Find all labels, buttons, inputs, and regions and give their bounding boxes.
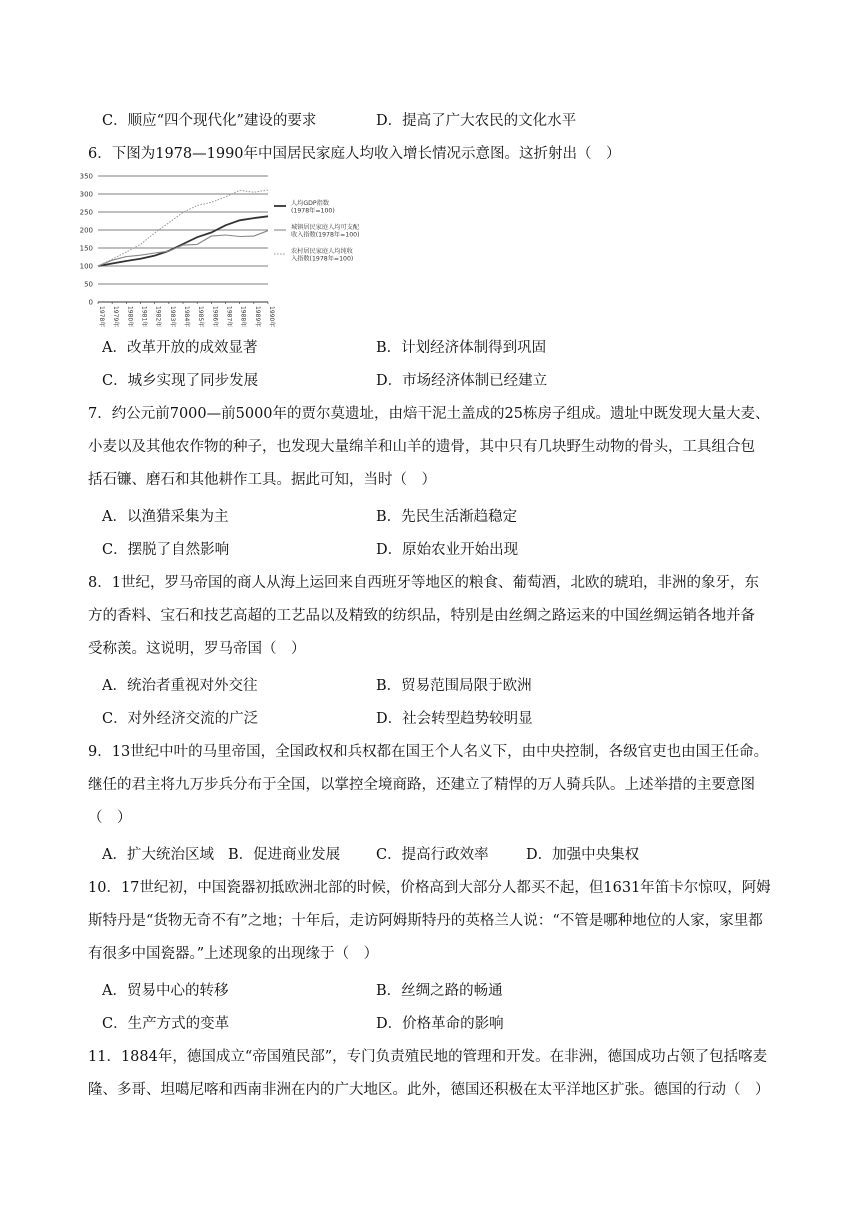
- q7-line-2: 小麦以及其他农作物的种子，也发现大量绵羊和山羊的遗骨，其中只有几块野生动物的骨头，工具组合包: [88, 439, 755, 455]
- q8-line-1: 8．1世纪，罗马帝国的商人从海上运回来自西班牙等地区的粮食、葡萄酒，北欧的琥珀，非洲的象牙，东: [88, 575, 759, 591]
- q6-stem: 6．下图为1978—1990年中国居民家庭人均收入增长情况示意图。这折射出（ ）: [88, 146, 621, 162]
- q7-option-c: C．摆脱了自然影响: [102, 542, 230, 558]
- q9-line-1: 9．13世纪中叶的马里帝国，全国政权和兵权都在国王个人名义下，由中央控制，各级官吏也由国王任命。: [88, 744, 769, 760]
- legend-label: 人均GDP指数(1978年=100): [291, 200, 335, 215]
- q8-line-3: 受称羡。这说明，罗马帝国（ ）: [88, 641, 306, 657]
- x-tick-label: 1986年: [211, 306, 219, 328]
- q11-line-2: 隆、多哥、坦噶尼喀和西南非洲在内的广大地区。此外，德国还积极在太平洋地区扩张。德国的行动（ ）: [88, 1082, 770, 1098]
- q11-line-1: 11．1884年，德国成立“帝国殖民部”，专门负责殖民地的管理和开发。在非洲，德国成功占领了包括喀麦: [88, 1049, 768, 1065]
- legend-label: 城镇居民家庭人均可支配收入指数(1978年=100): [291, 224, 360, 239]
- q8-option-c: C．对外经济交流的广泛: [102, 711, 259, 727]
- q8-line-2: 方的香料、宝石和技艺高超的工艺品以及精致的纺织品，特别是由丝绸之路运来的中国丝绸运销各地并备: [88, 608, 755, 624]
- x-tick-label: 1978年: [98, 306, 105, 328]
- x-tick-label: 1989年: [253, 306, 261, 328]
- q9-option-c: C．提高行政效率: [376, 847, 489, 863]
- legend-label: 农村居民家庭人均纯收入指数(1978年=100): [291, 248, 354, 263]
- x-tick-label: 1981年: [140, 306, 148, 328]
- q8-option-d: D．社会转型趋势较明显: [376, 711, 533, 727]
- q9-option-d: D．加强中央集权: [526, 847, 640, 863]
- q8-option-b: B．贸易范围局限于欧洲: [376, 678, 532, 694]
- q10-line-3: 有很多中国瓷器。”上述现象的出现缘于（ ）: [88, 946, 379, 962]
- q6-option-c: C．城乡实现了同步发展: [102, 373, 259, 389]
- x-tick-label: 1984年: [183, 306, 190, 328]
- x-tick-label: 1987年: [225, 306, 233, 328]
- q7-option-b: B．先民生活渐趋稳定: [376, 509, 518, 525]
- y-tick-label: 100: [79, 262, 93, 271]
- y-tick-label: 350: [79, 172, 93, 181]
- series-line-0: [98, 216, 268, 266]
- q7-option-a: A．以渔猎采集为主: [102, 509, 229, 525]
- x-tick-label: 1983年: [168, 306, 176, 328]
- x-tick-label: 1985年: [197, 306, 205, 328]
- q10-option-b: B．丝绸之路的畅通: [376, 983, 503, 999]
- q9-option-a: A．扩大统治区域: [102, 847, 214, 863]
- q5-option-c: C．顺应“四个现代化”建设的要求: [102, 113, 317, 129]
- q8-option-a: A．统治者重视对外交往: [102, 678, 258, 694]
- x-tick-label: 1988年: [239, 306, 247, 328]
- q6-option-d: D．市场经济体制已经建立: [376, 373, 548, 389]
- y-tick-label: 300: [79, 190, 93, 199]
- q7-option-d: D．原始农业开始出现: [376, 542, 519, 558]
- q9-line-2: 继任的君主将九万步兵分布于全国，以掌控全境商路，还建立了精悍的万人骑兵队。上述举措的主要意图: [88, 777, 755, 793]
- y-tick-label: 150: [79, 244, 93, 253]
- x-tick-label: 1982年: [154, 306, 162, 328]
- y-tick-label: 0: [88, 298, 93, 307]
- x-tick-label: 1990年: [268, 306, 275, 328]
- x-tick-label: 1980年: [126, 306, 134, 328]
- y-tick-label: 200: [79, 226, 93, 235]
- q9-option-b: B．促进商业发展: [228, 847, 341, 863]
- q9-line-3: （ ）: [88, 810, 132, 826]
- q10-option-a: A．贸易中心的转移: [102, 983, 229, 999]
- q7-line-3: 括石镰、磨石和其他耕作工具。据此可知，当时（ ）: [88, 472, 436, 488]
- income-growth-chart: [72, 168, 392, 330]
- y-tick-label: 250: [79, 208, 93, 217]
- q6-option-b: B．计划经济体制得到巩固: [376, 340, 547, 356]
- q5-option-d: D．提高了广大农民的文化水平: [376, 113, 577, 129]
- q10-option-c: C．生产方式的变革: [102, 1016, 230, 1032]
- y-tick-label: 50: [84, 280, 93, 289]
- series-line-2: [98, 190, 268, 266]
- q10-line-1: 10．17世纪初，中国瓷器初抵欧洲北部的时候，价格高到大部分人都买不起，但1631年笛卡尔惊叹，阿姆: [88, 880, 771, 896]
- q10-line-2: 斯特丹是“货物无奇不有”之地；十年后，走访阿姆斯特丹的英格兰人说：“不管是哪种地位的人家，家里都: [88, 913, 763, 929]
- q7-line-1: 7．约公元前7000—前5000年的贾尔莫遗址，由焙干泥土盖成的25栋房子组成。遗址中既发现大量大麦、: [88, 406, 770, 422]
- q10-option-d: D．价格革命的影响: [376, 1016, 504, 1032]
- q6-option-a: A．改革开放的成效显著: [102, 340, 258, 356]
- x-tick-label: 1979年: [112, 306, 120, 328]
